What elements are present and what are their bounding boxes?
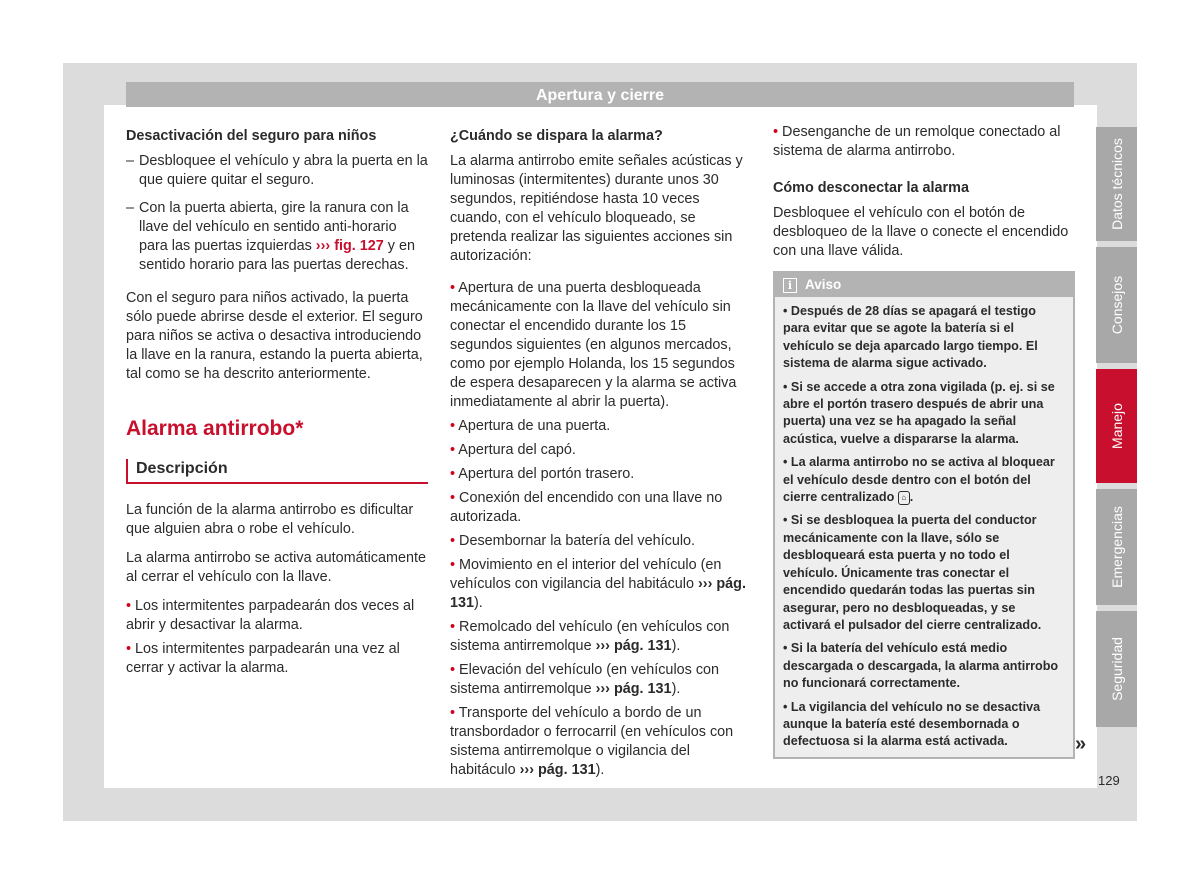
- paragraph: Con el seguro para niños activado, la puerta sólo puede abrirse desde el exterior. El seguro para niños se activa o desactiva introduciendo la llave en la ranura, estando la puerta abierta, tal como se ha descrito anteriormente.: [126, 290, 423, 382]
- list-item-text: Apertura del capó.: [458, 442, 576, 458]
- page-link[interactable]: pág. 131: [450, 576, 746, 611]
- tab-consejos[interactable]: [1096, 247, 1137, 363]
- tab-label: Manejo: [1108, 403, 1125, 449]
- ref-arrow-icon: ›››: [315, 238, 331, 254]
- ref-arrow-icon: ›››: [595, 681, 610, 697]
- list-item-text: ).: [595, 762, 605, 778]
- list-item: [450, 618, 750, 656]
- list-item-text: Apertura de una puerta.: [458, 418, 611, 434]
- tab-label: Emergencias: [1108, 506, 1125, 588]
- notice-title: Aviso: [805, 277, 842, 292]
- notice-body: [775, 297, 1073, 757]
- chapter-header: Apertura y cierre: [126, 82, 1074, 107]
- paragraph: Desbloquee el vehículo con el botón de desbloqueo de la llave o conecte el encendido con una llave válida.: [773, 205, 1069, 259]
- column-1: [126, 123, 428, 683]
- list-item-text: Los intermitentes parpadearán dos veces al abrir y desactivar la alarma.: [126, 598, 415, 633]
- paragraph: La alarma antirrobo emite señales acústicas y luminosas (intermitentes) durante unos 30 segundos, repitiéndose hasta 10 veces cuando, con el vehículo bloqueado, se pretenda realizar las siguientes acciones sin autorización:: [450, 153, 743, 264]
- instruction-step: – Desbloquee el vehículo y abra la puerta en la que quiere quitar el seguro.: [126, 152, 428, 190]
- bullet-icon: •: [450, 466, 456, 482]
- list-item: [450, 532, 750, 551]
- notice-item-text: La alarma antirrobo no se activa al bloquear el vehículo desde dentro con el botón del cierre centralizado: [783, 455, 1055, 505]
- bullet-icon: •: [450, 280, 456, 296]
- column-2: [450, 123, 750, 785]
- bullet-icon: •: [450, 619, 456, 635]
- bullet-icon: •: [126, 598, 132, 614]
- list-item-text: Desembornar la batería del vehículo.: [459, 533, 696, 549]
- instruction-step: [126, 199, 428, 275]
- list-item: [450, 556, 750, 613]
- list-item-text: Los intermitentes parpadearán una vez al cerrar y activar la alarma.: [126, 641, 400, 676]
- list-item-text: ).: [671, 681, 681, 697]
- column-3: [773, 123, 1075, 759]
- step-text: y en sentido horario para las puertas derechas.: [139, 238, 415, 273]
- subsection-heading: ¿Cuándo se dispara la alarma?: [450, 128, 663, 144]
- notice-item-text: Si la batería del vehículo está medio descargada o descargada, la alarma antirrobo no funcionará correctamente.: [783, 641, 1059, 691]
- list-item: [450, 489, 750, 527]
- lock-button-icon: ⌂: [898, 491, 910, 505]
- list-item-text: ).: [474, 595, 483, 611]
- bullet-icon: •: [450, 418, 456, 434]
- ref-arrow-icon: ›››: [595, 638, 610, 654]
- tab-label: Seguridad: [1108, 637, 1125, 701]
- ref-arrow-icon: ›››: [519, 762, 534, 778]
- notice-item: • Después de 28 días se apagará el testigo para evitar que se agote la batería si el vehículo se deja aparcado largo tiempo. El sistema de alarma sigue activado.: [783, 304, 1038, 371]
- page-number: 129: [1098, 773, 1120, 788]
- notice-box: [773, 271, 1075, 759]
- list-item: [450, 279, 750, 412]
- list-item-text: Transporte del vehículo a bordo de un transbordador o ferrocarril (en vehículos con sistema antirremolque o vigilancia del habitáculo: [450, 705, 734, 778]
- tab-datos-tecnicos[interactable]: [1096, 127, 1137, 241]
- bullet-icon: •: [450, 490, 456, 506]
- paragraph: La función de la alarma antirrobo es dificultar que alguien abra o robe el vehículo.: [126, 502, 414, 537]
- bullet-icon: •: [450, 557, 456, 573]
- bullet-icon: •: [450, 442, 456, 458]
- page-link[interactable]: pág. 131: [538, 762, 596, 778]
- tab-emergencias[interactable]: [1096, 489, 1137, 605]
- tab-label: Consejos: [1108, 275, 1125, 335]
- paragraph: La alarma antirrobo se activa automáticamente al cerrar el vehículo con la llave.: [126, 550, 426, 585]
- list-item-text: Remolcado del vehículo (en vehículos con sistema antirremolque: [450, 619, 730, 654]
- tab-label: Datos técnicos: [1108, 138, 1125, 230]
- list-item: [450, 441, 750, 460]
- page-link[interactable]: pág. 131: [613, 638, 672, 654]
- bullet-icon: •: [126, 641, 132, 657]
- list-item: [126, 640, 428, 678]
- list-item-text: Apertura de una puerta desbloqueada mecánicamente con la llave del vehículo sin conectar el encendido durante los 15 segundos siguientes (en algunos mercados, como por ejemplo Holanda, los 15 segundos de espera desaparecen y la alarma se activa inmediatamente al abrir la puerta).: [450, 280, 737, 410]
- subsection-heading: Desactivación del seguro para niños: [126, 128, 377, 144]
- notice-item: • Si se accede a otra zona vigilada (p. ej. si se abre el portón trasero después de abrir una puerta) una vez se ha apagado la señal acústica, vuelve a dispararse la alarma.: [783, 379, 1055, 446]
- list-item: [450, 704, 750, 780]
- subsection-title: Descripción: [126, 459, 428, 484]
- notice-header: [775, 273, 1073, 297]
- bullet-icon: •: [450, 533, 456, 549]
- tab-seguridad[interactable]: [1096, 611, 1137, 727]
- notice-item: • Si la batería del vehículo está medio descargada o descargada, la alarma antirrobo no funcionará correctamente.: [783, 641, 1059, 691]
- notice-item: • Si se desbloquea la puerta del conductor mecánicamente con la llave, sólo se desbloqueará esta puerta y no todo el vehículo. Únicamente tras conectar el encendido quedarán todas las puertas sin asegurar, pero no desbloqueadas, y se activará el pulsador del cierre centralizado.: [783, 513, 1042, 632]
- info-icon: i: [783, 278, 797, 293]
- list-item: [450, 661, 750, 699]
- tab-manejo[interactable]: [1096, 369, 1137, 483]
- notice-item-text: Después de 28 días se apagará el testigo para evitar que se agote la batería si el vehículo se deja aparcado largo tiempo. El sistema de alarma sigue activado.: [783, 304, 1038, 371]
- notice-item: • La alarma antirrobo no se activa al bloquear el vehículo desde dentro con el botón del cierre centralizado ⌂ .: [783, 455, 1055, 505]
- notice-item: • La vigilancia del vehículo no se desactiva aunque la batería esté desembornada o defectuosa si la alarma está activada.: [783, 699, 1041, 749]
- list-item-text: Conexión del encendido con una llave no autorizada.: [450, 490, 723, 525]
- bullet-icon: •: [450, 662, 456, 678]
- ref-arrow-icon: ›››: [698, 576, 713, 592]
- list-item-text: ).: [671, 638, 681, 654]
- list-item-text: Elevación del vehículo (en vehículos con sistema antirremolque: [450, 662, 720, 697]
- step-text: Con la puerta abierta, gire la ranura con la llave del vehículo en sentido anti-horario para las puertas izquierdas: [139, 200, 409, 254]
- bullet-icon: •: [450, 705, 456, 721]
- figure-link[interactable]: fig. 127: [334, 238, 384, 254]
- list-item: [773, 123, 1075, 161]
- notice-item-text: Si se accede a otra zona vigilada (p. ej. si se abre el portón trasero después de abrir una puerta) una vez se ha apagado la señal acústica, vuelve a dispararse la alarma.: [783, 379, 1055, 446]
- page-link[interactable]: pág. 131: [613, 681, 672, 697]
- list-item-text: Apertura del portón trasero.: [458, 466, 635, 482]
- trigger-list: [450, 279, 750, 780]
- list-item: [126, 597, 428, 635]
- list-item: [450, 465, 750, 484]
- continued-mark: »: [1075, 733, 1087, 755]
- section-title: Alarma antirrobo*: [126, 417, 304, 440]
- bullet-icon: •: [773, 124, 779, 140]
- subsection-heading: Cómo desconectar la alarma: [773, 180, 969, 196]
- list-item-text: Desenganche de un remolque conectado al sistema de alarma antirrobo.: [773, 124, 1061, 159]
- notice-item-text: La vigilancia del vehículo no se desactiva aunque la batería esté desembornada o defectuosa si la alarma está activada.: [783, 699, 1041, 749]
- list-item: [450, 417, 750, 436]
- notice-item-text: Si se desbloquea la puerta del conductor mecánicamente con la llave, sólo se desbloqueará esta puerta y no todo el vehículo. Únicamente tras conectar el encendido quedarán todas las puertas sin asegurar, pero no desbloqueadas, y se activará el pulsador del cierre centralizado.: [783, 513, 1042, 632]
- notice-item-text: .: [909, 490, 914, 505]
- list-item-text: Movimiento en el interior del vehículo (en vehículos con vigilancia del habitáculo: [450, 557, 722, 592]
